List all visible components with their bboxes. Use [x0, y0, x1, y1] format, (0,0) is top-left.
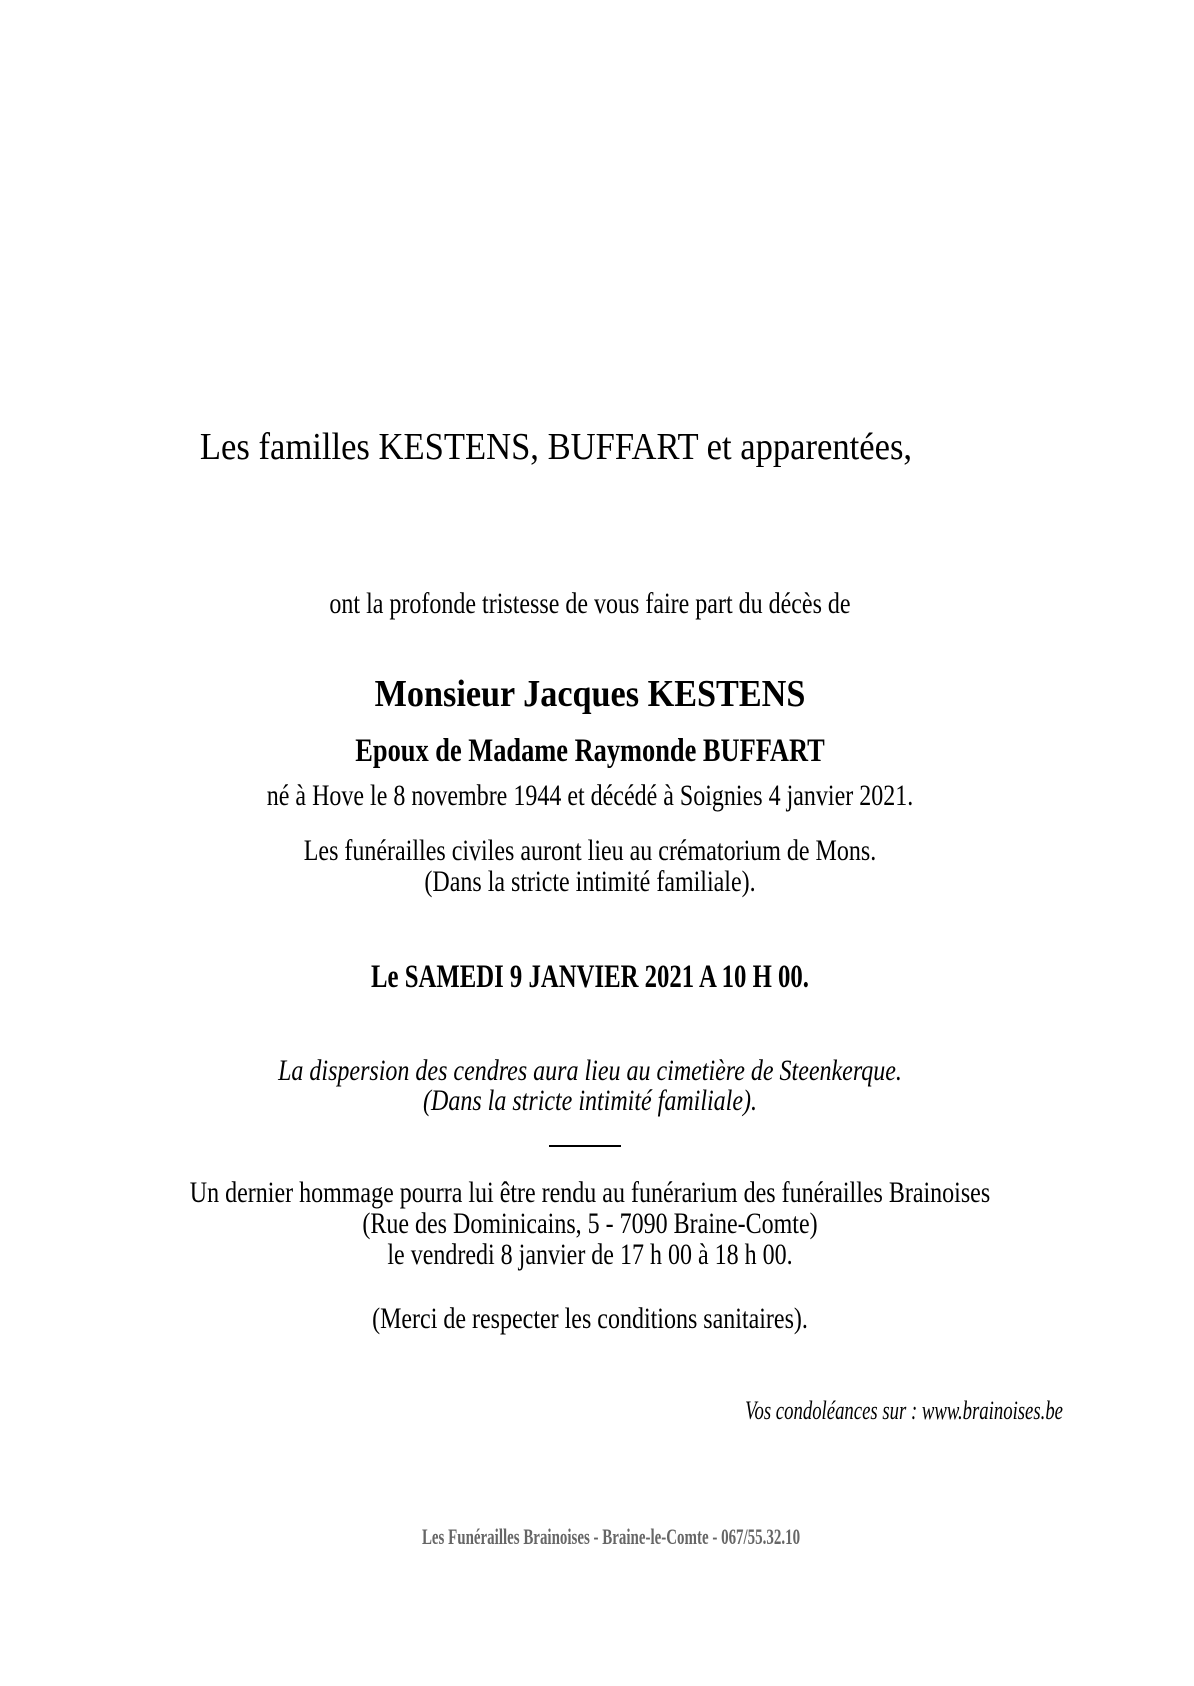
tribute-block — [118, 1177, 1062, 1270]
sanitary-line: (Merci de respecter les conditions sanitaires). — [372, 1302, 808, 1335]
intro-line: ont la profonde tristesse de vous faire part du décès de — [329, 587, 851, 620]
dispersion-line-1: La dispersion des cendres aura lieu au cimetière de Steenkerque. — [278, 1054, 902, 1087]
birth-death-line: né à Hove le 8 novembre 1944 et décédé à Soignies 4 janvier 2021. — [266, 779, 914, 812]
tribute-line-1: Un dernier hommage pourra lui être rendu au funérarium des funérailles Brainoises — [189, 1176, 991, 1209]
ceremony-line-1: Les funérailles civiles auront lieu au crématorium de Mons. — [303, 834, 877, 867]
spouse-line: Epoux de Madame Raymonde BUFFART — [355, 733, 825, 769]
tribute-line-2: (Rue des Dominicains, 5 - 7090 Braine-Comte) — [362, 1207, 818, 1240]
dispersion-block — [118, 1056, 1062, 1116]
ceremony-line-2: (Dans la stricte intimité familiale). — [424, 865, 756, 898]
families-line: Les familles KESTENS, BUFFART et apparentées, — [199, 426, 913, 468]
ceremony-date-line: Le SAMEDI 9 JANVIER 2021 A 10 H 00. — [371, 959, 809, 995]
deceased-name: Monsieur Jacques KESTENS — [374, 673, 806, 715]
dispersion-line-2: (Dans la stricte intimité familiale). — [423, 1084, 757, 1117]
footer-line: Les Funérailles Brainoises - Braine-le-Comte - 067/55.32.10 — [421, 1524, 801, 1549]
tribute-line-3: le vendredi 8 janvier de 17 h 00 à 18 h 00. — [387, 1238, 793, 1271]
section-divider — [549, 1145, 621, 1147]
condolences-line: Vos condoléances sur : www.brainoises.be — [745, 1396, 1063, 1425]
ceremony-block — [118, 835, 1062, 897]
